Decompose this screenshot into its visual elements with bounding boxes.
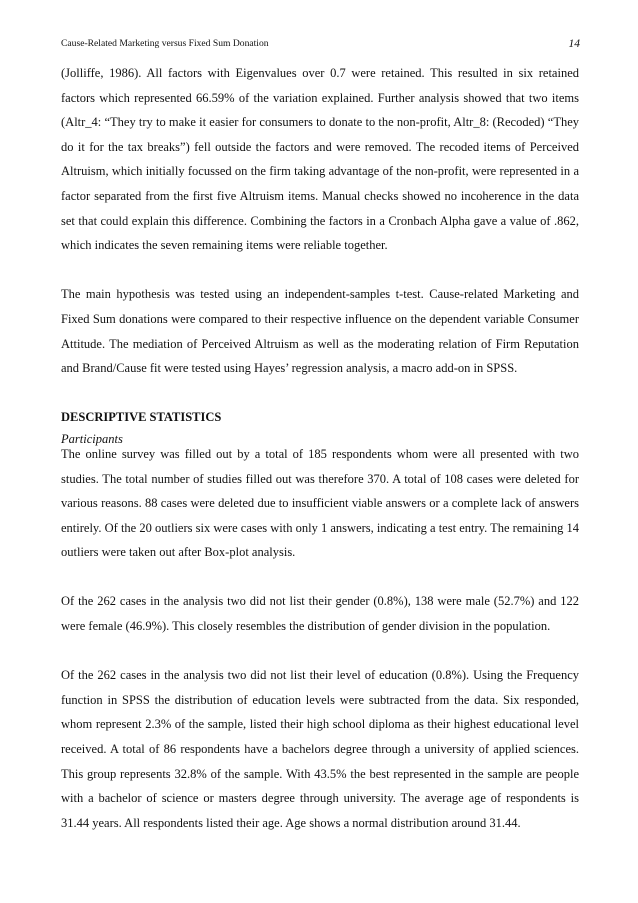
paragraph-education: Of the 262 cases in the analysis two did not list their level of education (0.8%). Using the Frequency function in SPSS the distribution of education levels were subtracted from the data. Six responded, whom represent 2.3% of the sample, listed their high school diploma as their highest educational level received. A total of 86 respondents have a bachelors degree through a university of applied sciences. This group represents 32.8% of the sample. With 43.5% the best represented in the sample are people with a bachelor of science or masters degree through university. The average age of respondents is 31.44 years. All respondents listed their age. Age shows a normal distribution around 31.44. [61,668,579,830]
running-title: Cause-Related Marketing versus Fixed Sum Donation [61,38,269,49]
paragraph-factor-analysis: (Jolliffe, 1986). All factors with Eigenvalues over 0.7 were retained. This resulted in six retained factors which represented 66.59% of the variation explained. Further analysis showed that two items (Altr_4: “They try to make it easier for consumers to donate to the non-profit, Altr_8: (Recoded) “They do it for the tax breaks”) fell outside the factors and were removed. The recoded items of Perceived Altruism, which initially focussed on the firm taking advantage of the non-profit, were represented in a factor separated from the first five Altruism items. Manual checks showed no incoherence in the data set that could explain this difference. Combining the factors in a Cronbach Alpha gave a value of .862, which indicates the seven remaining items were reliable together. [61,66,579,253]
paragraph-gap [61,381,579,406]
section-heading: DESCRIPTIVE STATISTICS [61,410,222,425]
paragraph-gap [61,639,579,664]
running-header [61,37,580,51]
paragraph-gap [61,565,579,590]
paragraph-gap [61,258,579,283]
paragraph-hypothesis-testing: The main hypothesis was tested using an independent-samples t-test. Cause-related Marketing and Fixed Sum donations were compared to their respective influence on the dependent variable Consumer Attitude. The mediation of Perceived Altruism as well as the moderating relation of Firm Reputation and Brand/Cause fit were tested using Hayes’ regression analysis, a macro add-on in SPSS. [61,287,579,376]
subsection-heading: Participants [61,431,123,446]
paragraph-participants: The online survey was filled out by a total of 185 respondents whom were all presented with two studies. The total number of studies filled out was therefore 370. A total of 108 cases were deleted for various reasons. 88 cases were deleted due to insufficient viable answers or a complete lack of answers entirely. Of the 20 outliers six were cases with only 1 answers, indicating a test entry. The remaining 14 outliers were taken out after Box-plot analysis. [61,446,579,560]
paragraph-gender: Of the 262 cases in the analysis two did not list their gender (0.8%), 138 were male (52.7%) and 122 were female (46.9%). This closely resembles the distribution of gender division in the population. [61,594,579,634]
body-text [61,61,579,835]
page-number: 14 [568,38,580,50]
